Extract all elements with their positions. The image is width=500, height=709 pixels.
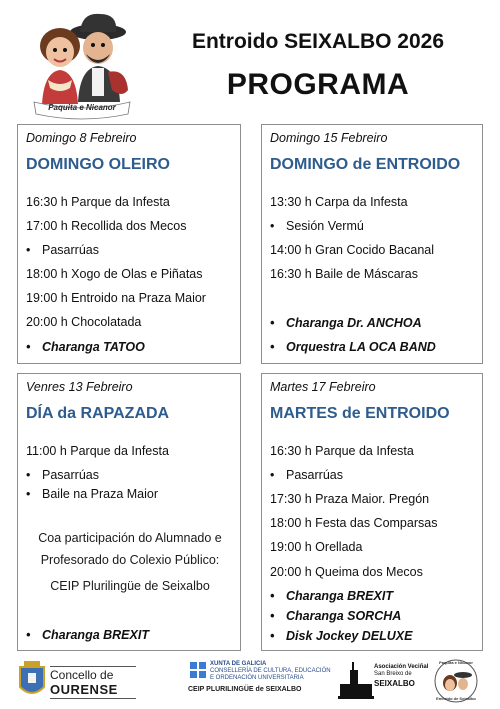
schedule-item: 19:00 h Entroido na Praza Maior [26,291,206,305]
schedule-item: 16:30 h Baile de Máscaras [270,267,419,281]
schedule-item: • Pasarrúas [26,242,99,258]
xunta-dept: E ORDENACIÓN UNIVERSITARIA [210,675,304,681]
association-text [374,664,428,687]
schedule-item: 13:30 h Carpa da Infesta [270,195,408,209]
performer-item: • Charanga Dr. ANCHOA [270,315,422,331]
schedule-item: • Pasarrúas [270,467,343,483]
concello-ourense-logo [18,658,138,702]
assoc-name: SEIXALBO [374,679,415,688]
schedule-item: 17:30 h Praza Maior. Pregón [270,492,430,506]
schedule-item: 16:30 h Parque da Infesta [270,444,414,458]
program-card-domingo-oleiro [17,124,241,364]
program-card-martes-entroido [261,373,483,651]
card-title: DOMINGO de ENTROIDO [270,156,461,173]
schedule-item: 18:00 h Xogo de Olas e Piñatas [26,267,203,281]
schedule-item: • Pasarrúas [26,467,99,483]
performer-item: • Disk Jockey DELUXE [270,628,412,644]
stamp-top-text: Paquita e Nicanor [439,660,473,665]
card-date: Domingo 15 Febreiro [270,131,388,145]
concello-text [50,666,136,699]
note-line: CEIP Plurilingüe de Seixalbo [50,579,210,593]
concello-line1: Concello de [50,668,114,682]
performer-item: • Charanga TATOO [26,339,145,355]
xunta-text [210,661,331,682]
assoc-line: San Breixo de [374,671,412,677]
paquita-nicanor-stamp [432,658,480,702]
schedule-item: 17:00 h Recollida dos Mecos [26,219,187,233]
schedule-item: • Baile na Praza Maior [26,486,158,502]
schedule-item: 11:00 h Parque da Infesta [26,444,169,458]
schedule-item: 14:00 h Gran Cocido Bacanal [270,243,434,257]
schedule-item: 20:00 h Queima dos Mecos [270,565,423,579]
schedule-item: 20:00 h Chocolatada [26,315,142,329]
xunta-dept: CONSELLERÍA DE CULTURA, EDUCACIÓN [210,668,331,674]
card-title: DÍA da RAPAZADA [26,405,170,422]
stamp-bottom-text: Entroido de Seixalbo [436,696,476,701]
ceip-name: CEIP PLURILINGÜE de SEIXALBO [188,686,302,693]
xunta-emblem-icon [190,662,206,678]
church-silhouette-icon [338,660,374,700]
concello-line2: OURENSE [50,682,118,697]
schedule-item: • Sesión Vermú [270,218,364,234]
association-logo [338,658,428,702]
performer-item: • Charanga BREXIT [270,588,393,604]
assoc-line: Asociación Veciñal [374,664,429,670]
participation-note [18,527,242,597]
note-line: Profesorado do Colexio Público: [40,553,220,567]
card-date: Venres 13 Febreiro [26,380,133,394]
event-title: Entroido SEIXALBO 2026 [191,30,445,53]
performer-item: • Charanga SORCHA [270,608,401,624]
card-date: Martes 17 Febreiro [270,380,376,394]
mascot-caption: Paquita e Nicanor [48,103,116,112]
program-title: PROGRAMA [226,68,410,101]
program-card-dia-rapazada [17,373,241,651]
note-line: Coa participación do Alumnado e [38,531,222,545]
schedule-item: 19:00 h Orellada [270,540,363,554]
card-title: MARTES de ENTROIDO [270,405,450,422]
performer-item: • Charanga BREXIT [26,627,149,643]
card-title: DOMINGO OLEIRO [26,156,170,173]
schedule-item: 18:00 h Festa das Comparsas [270,516,438,530]
coat-of-arms-icon [18,661,46,699]
card-date: Domingo 8 Febreiro [26,131,137,145]
xunta-name: XUNTA DE GALICIA [210,661,267,667]
performer-item: • Orquestra LA OCA BAND [270,339,436,355]
schedule-item: 16:30 h Parque da Infesta [26,195,170,209]
program-card-domingo-entroido [261,124,483,364]
xunta-ceip-logo [188,658,331,702]
